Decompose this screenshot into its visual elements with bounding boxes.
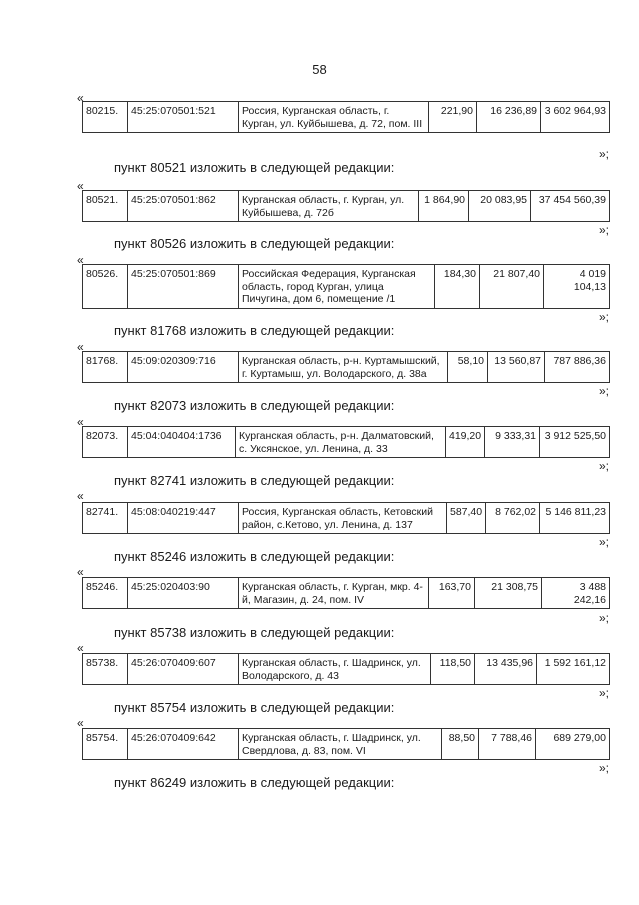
closing-quote: »; xyxy=(598,761,609,775)
value: 3 488 242,16 xyxy=(542,578,610,609)
rate: 20 083,95 xyxy=(469,191,531,222)
rate: 13 560,87 xyxy=(488,352,545,383)
table-row xyxy=(82,502,610,534)
cadastral-number: 45:25:070501:521 xyxy=(128,102,239,133)
opening-quote: « xyxy=(77,340,84,354)
cadastral-number: 45:08:040219:447 xyxy=(128,503,239,534)
value: 787 886,36 xyxy=(545,352,610,383)
closing-quote: »; xyxy=(598,310,609,324)
area: 1 864,90 xyxy=(419,191,469,222)
value: 689 279,00 xyxy=(536,729,610,760)
cadastral-number: 45:04:040404:1736 xyxy=(128,427,236,458)
rate: 13 435,96 xyxy=(475,654,537,685)
opening-quote: « xyxy=(77,91,84,105)
item-number: 85738. xyxy=(83,654,128,685)
table-row xyxy=(82,653,610,685)
address: Курганская область, г. Курган, ул. Куйбышева, д. 72б xyxy=(239,191,419,222)
closing-quote: »; xyxy=(598,611,609,625)
rate: 9 333,31 xyxy=(485,427,540,458)
address: Россия, Курганская область, Кетовский район, с.Кетово, ул. Ленина, д. 137 xyxy=(239,503,447,534)
opening-quote: « xyxy=(77,179,84,193)
area: 88,50 xyxy=(442,729,479,760)
table-row xyxy=(82,426,610,458)
cadastral-number: 45:26:070409:642 xyxy=(128,729,239,760)
value: 37 454 560,39 xyxy=(531,191,610,222)
table-row xyxy=(82,351,610,383)
instruction-text: пункт 82741 изложить в следующей редакции: xyxy=(114,473,395,488)
value: 5 146 811,23 xyxy=(540,503,610,534)
item-number: 82073. xyxy=(83,427,128,458)
area: 58,10 xyxy=(448,352,488,383)
page-number: 58 xyxy=(312,62,327,77)
address: Курганская область, г. Шадринск, ул. Свердлова, д. 83, пом. VI xyxy=(239,729,442,760)
address: Курганская область, г. Шадринск, ул. Володарского, д. 43 xyxy=(239,654,431,685)
rate: 21 807,40 xyxy=(480,265,544,309)
item-number: 80215. xyxy=(83,102,128,133)
closing-quote: »; xyxy=(598,147,609,161)
item-number: 81768. xyxy=(83,352,128,383)
item-number: 85754. xyxy=(83,729,128,760)
area: 163,70 xyxy=(429,578,475,609)
area: 184,30 xyxy=(435,265,480,309)
table-row xyxy=(82,190,610,222)
area: 221,90 xyxy=(429,102,477,133)
closing-quote: »; xyxy=(598,535,609,549)
closing-quote: »; xyxy=(598,384,609,398)
address: Российская Федерация, Курганская область, город Курган, улица Пичугина, дом 6, помещение /1 xyxy=(239,265,435,309)
value: 3 602 964,93 xyxy=(541,102,610,133)
closing-quote: »; xyxy=(598,459,609,473)
item-number: 82741. xyxy=(83,503,128,534)
rate: 16 236,89 xyxy=(477,102,541,133)
item-number: 80526. xyxy=(83,265,128,309)
closing-quote: »; xyxy=(598,686,609,700)
table-row xyxy=(82,101,610,133)
rate: 8 762,02 xyxy=(486,503,540,534)
opening-quote: « xyxy=(77,415,84,429)
opening-quote: « xyxy=(77,641,84,655)
instruction-text: пункт 80526 изложить в следующей редакции: xyxy=(114,236,395,251)
instruction-text: пункт 85246 изложить в следующей редакции: xyxy=(114,549,395,564)
rate: 7 788,46 xyxy=(479,729,536,760)
cadastral-number: 45:09:020309:716 xyxy=(128,352,239,383)
address: Россия, Курганская область, г. Курган, ул. Куйбышева, д. 72, пом. III xyxy=(239,102,429,133)
table-row xyxy=(82,577,610,609)
instruction-text: пункт 82073 изложить в следующей редакции: xyxy=(114,398,395,413)
item-number: 80521. xyxy=(83,191,128,222)
cadastral-number: 45:25:070501:869 xyxy=(128,265,239,309)
value: 3 912 525,50 xyxy=(540,427,610,458)
value: 1 592 161,12 xyxy=(537,654,610,685)
instruction-text: пункт 81768 изложить в следующей редакции: xyxy=(114,323,395,338)
cadastral-number: 45:25:070501:862 xyxy=(128,191,239,222)
area: 419,20 xyxy=(446,427,485,458)
opening-quote: « xyxy=(77,716,84,730)
address: Курганская область, р-н. Далматовский, с. Уксянское, ул. Ленина, д. 33 xyxy=(236,427,446,458)
cadastral-number: 45:25:020403:90 xyxy=(128,578,239,609)
instruction-text: пункт 85754 изложить в следующей редакции: xyxy=(114,700,395,715)
value: 4 019 104,13 xyxy=(544,265,610,309)
closing-quote: »; xyxy=(598,223,609,237)
area: 118,50 xyxy=(431,654,475,685)
address: Курганская область, г. Курган, мкр. 4-й, Магазин, д. 24, пом. IV xyxy=(239,578,429,609)
table-row xyxy=(82,728,610,760)
address: Курганская область, р-н. Куртамышский, г. Куртамыш, ул. Володарского, д. 38а xyxy=(239,352,448,383)
rate: 21 308,75 xyxy=(475,578,542,609)
opening-quote: « xyxy=(77,565,84,579)
opening-quote: « xyxy=(77,489,84,503)
item-number: 85246. xyxy=(83,578,128,609)
instruction-text: пункт 80521 изложить в следующей редакции: xyxy=(114,160,395,175)
instruction-text: пункт 86249 изложить в следующей редакции: xyxy=(114,775,395,790)
instruction-text: пункт 85738 изложить в следующей редакции: xyxy=(114,625,395,640)
cadastral-number: 45:26:070409:607 xyxy=(128,654,239,685)
table-row xyxy=(82,264,610,309)
opening-quote: « xyxy=(77,253,84,267)
area: 587,40 xyxy=(447,503,486,534)
